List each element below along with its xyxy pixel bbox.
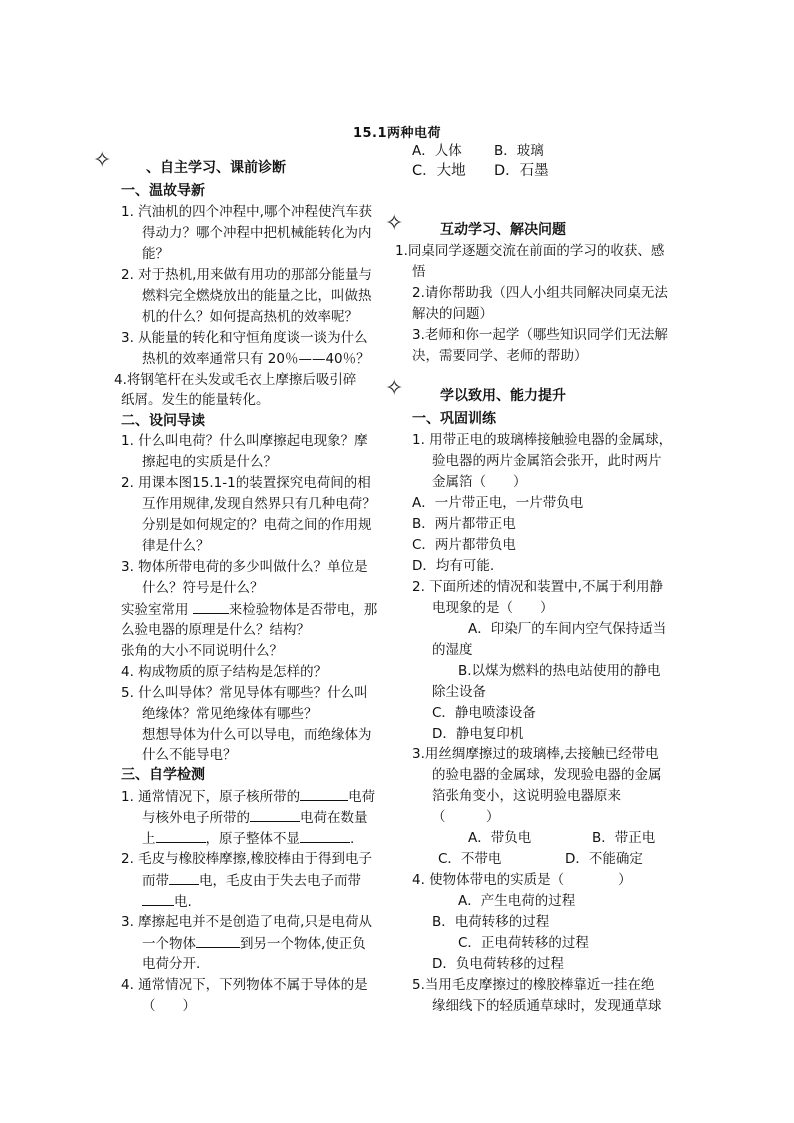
practice-1-option-b: B．两片都带正电 [412,516,516,532]
review-question-1: 1. 汽油机的四个冲程中,哪个冲程使汽车获 [121,204,372,220]
self-check-question-4: 4. 通常情况下，下列物体不属于导体的是 [121,977,368,993]
sparkle-icon: ✧ [385,211,404,236]
guided-question-2-cont: 律是什么？ [142,538,210,554]
practice-question-2: 2. 下面所述的情况和装置中,不属于利用静 [412,579,663,595]
review-question-4: 4.将钢笔杆在头发或毛衣上摩擦后吸引碎 [114,372,357,388]
review-question-3: 3. 从能量的转化和守恒角度谈一谈为什么 [121,330,368,346]
self-check-question-2-cont: 电. [142,891,192,912]
practice-3-option-d: D．不能确定 [565,851,643,867]
guided-question-2-cont: 互作用规律,发现自然界只有几种电荷？ [142,496,376,512]
self-check-question-2: 2. 毛皮与橡胶棒摩擦,橡胶棒由于得到电子 [121,851,372,867]
sparkle-icon: ✧ [93,148,112,173]
sparkle-icon: ✧ [385,376,404,401]
review-question-1-cont: 能？ [142,246,169,262]
self-check-question-2-cont: 而带 电，毛皮由于失去电子而带 [142,870,361,891]
self-check-question-1: 1. 通常情况下，原子核所带的 电荷 [121,786,375,807]
practice-3-option-a: A．带负电 [468,830,532,846]
interactive-item-3: 3.老师和你一起学（哪些知识同学们无法解 [412,327,668,343]
lab-question-cont: 么验电器的原理是什么？结构？ [121,622,310,638]
practice-2-option-a-cont: 的湿度 [432,642,473,658]
practice-question-5: 5.当用毛皮摩擦过的橡胶棒靠近一挂在绝 [412,977,655,993]
guided-question-2: 2. 用课本图15.1-1的装置探究电荷间的相 [121,475,371,491]
review-question-3-cont: 热机的效率通常只有 20％——40％？ [142,351,370,367]
option-a: A．人体 [412,143,462,159]
section-heading-self-study: 、自主学习、课前诊断 [146,160,286,176]
fill-blank [156,828,206,843]
self-check-question-4-cont: （ ） [142,998,196,1014]
section-heading-interactive: 互动学习、解决问题 [440,222,566,238]
practice-3-option-b: B．带正电 [592,830,656,846]
option-c: C．大地 [412,163,466,179]
review-question-1-cont: 得动力？哪个冲程中把机械能转化为内 [142,225,372,241]
section-heading-review: 一、温故导新 [121,183,205,199]
lab-question-cont: 张角的大小不同说明什么？ [121,643,283,659]
page-title: 15.1两种电荷 [352,126,442,141]
guided-question-5-cont: 什么不能导电？ [142,747,237,763]
interactive-item-2: 2.请你帮助我（四人小组共同解决同桌无法 [412,285,668,301]
fill-blank [142,891,174,906]
self-check-question-1-cont: 与核外电子所带的 电荷在数量 [142,807,368,828]
lab-question: 实验室常用 来检验物体是否带电，那 [121,599,377,620]
fill-blank [250,807,300,822]
guided-question-4: 4. 构成物质的原子结构是怎样的？ [121,664,328,680]
guided-question-1: 1. 什么叫电荷？什么叫摩擦起电现象？摩 [121,433,368,449]
practice-question-3-cont: 的验电器的金属球，发现验电器的金属 [432,767,662,783]
section-heading-practice: 一、巩固训练 [412,411,496,427]
review-question-4-cont: 纸屑。发生的能量转化。 [121,392,270,408]
fill-blank [193,599,229,614]
review-question-2-cont: 燃料完全燃烧放出的能量之比，叫做热 [142,288,372,304]
fill-blank [169,870,199,885]
interactive-item-3-cont: 决，需要同学、老师的帮助） [412,348,588,364]
guided-question-1-cont: 擦起电的实质是什么？ [142,454,277,470]
practice-question-5-cont: 缘细线下的轻质通草球时，发现通草球 [432,998,662,1014]
fill-blank [300,786,348,801]
self-check-question-3-cont: 一个物体 到另一个物体,使正负 [142,933,366,954]
fill-blank [196,933,240,948]
practice-question-1: 1. 用带正电的玻璃棒接触验电器的金属球， [412,432,673,448]
option-b: B．玻璃 [494,143,544,159]
interactive-item-2-cont: 解决的问题） [412,306,493,322]
practice-4-option-b: B．电荷转移的过程 [432,914,550,930]
practice-question-1-cont: 验电器的两片金属箔会张开，此时两片 [432,453,662,469]
review-question-2-cont: 机的什么？如何提高热机的效率呢？ [142,309,358,325]
review-question-2: 2. 对于热机,用来做有用功的那部分能量与 [121,267,372,283]
guided-question-5: 5. 什么叫导体？常见导体有哪些？什么叫 [121,685,368,701]
section-heading-guided: 二、设问导读 [121,413,205,429]
interactive-item-1: 1.同桌同学逐题交流在前面的学习的收获、感 [395,243,665,259]
guided-question-5-cont: 想想导体为什么可以导电，而绝缘体为 [142,727,372,743]
section-heading-apply: 学以致用、能力提升 [440,388,566,404]
guided-question-5-cont: 绝缘体？常见绝缘体有哪些？ [142,706,318,722]
practice-4-option-d: D．负电荷转移的过程 [432,956,564,972]
practice-question-3-cont: （ ） [432,809,500,825]
interactive-item-1-cont: 悟 [412,264,426,280]
practice-question-2-cont: 电现象的是（ ） [432,600,554,616]
practice-question-3-cont: 箔张角变小，这说明验电器原来 [432,788,621,804]
practice-question-4: 4. 使物体带电的实质是（ ） [412,872,632,888]
practice-2-option-b-cont: 除尘设备 [432,684,486,700]
guided-question-3: 3. 物体所带电荷的多少叫做什么？单位是 [121,559,368,575]
self-check-question-3-cont: 电荷分开. [142,956,201,972]
practice-4-option-a: A．产生电荷的过程 [458,893,576,909]
option-d: D．石墨 [494,163,549,179]
section-heading-self-check: 三、自学检测 [121,767,205,783]
fill-blank [300,828,350,843]
practice-question-1-cont: 金属箔（ ） [432,474,527,490]
practice-3-option-c: C．不带电 [438,851,502,867]
guided-question-2-cont: 分别是如何规定的？电荷之间的作用规 [142,517,372,533]
self-check-question-3: 3. 摩擦起电并不是创造了电荷,只是电荷从 [121,914,372,930]
practice-2-option-d: D．静电复印机 [432,726,524,742]
practice-2-option-b: B.以煤为燃料的热电站使用的静电 [458,663,661,679]
practice-1-option-d: D．均有可能. [412,558,495,574]
guided-question-3-cont: 什么？符号是什么？ [142,580,264,596]
self-check-question-1-cont: 上 ，原子整体不显 . [142,828,354,849]
practice-question-3: 3.用丝绸摩擦过的玻璃棒,去接触已经带电 [412,746,659,762]
practice-2-option-a: A．印染厂的车间内空气保持适当 [468,621,667,637]
practice-1-option-c: C．两片都带负电 [412,537,516,553]
practice-2-option-c: C．静电喷漆设备 [432,705,536,721]
practice-4-option-c: C．正电荷转移的过程 [458,935,589,951]
practice-1-option-a: A．一片带正电，一片带负电 [412,495,584,511]
